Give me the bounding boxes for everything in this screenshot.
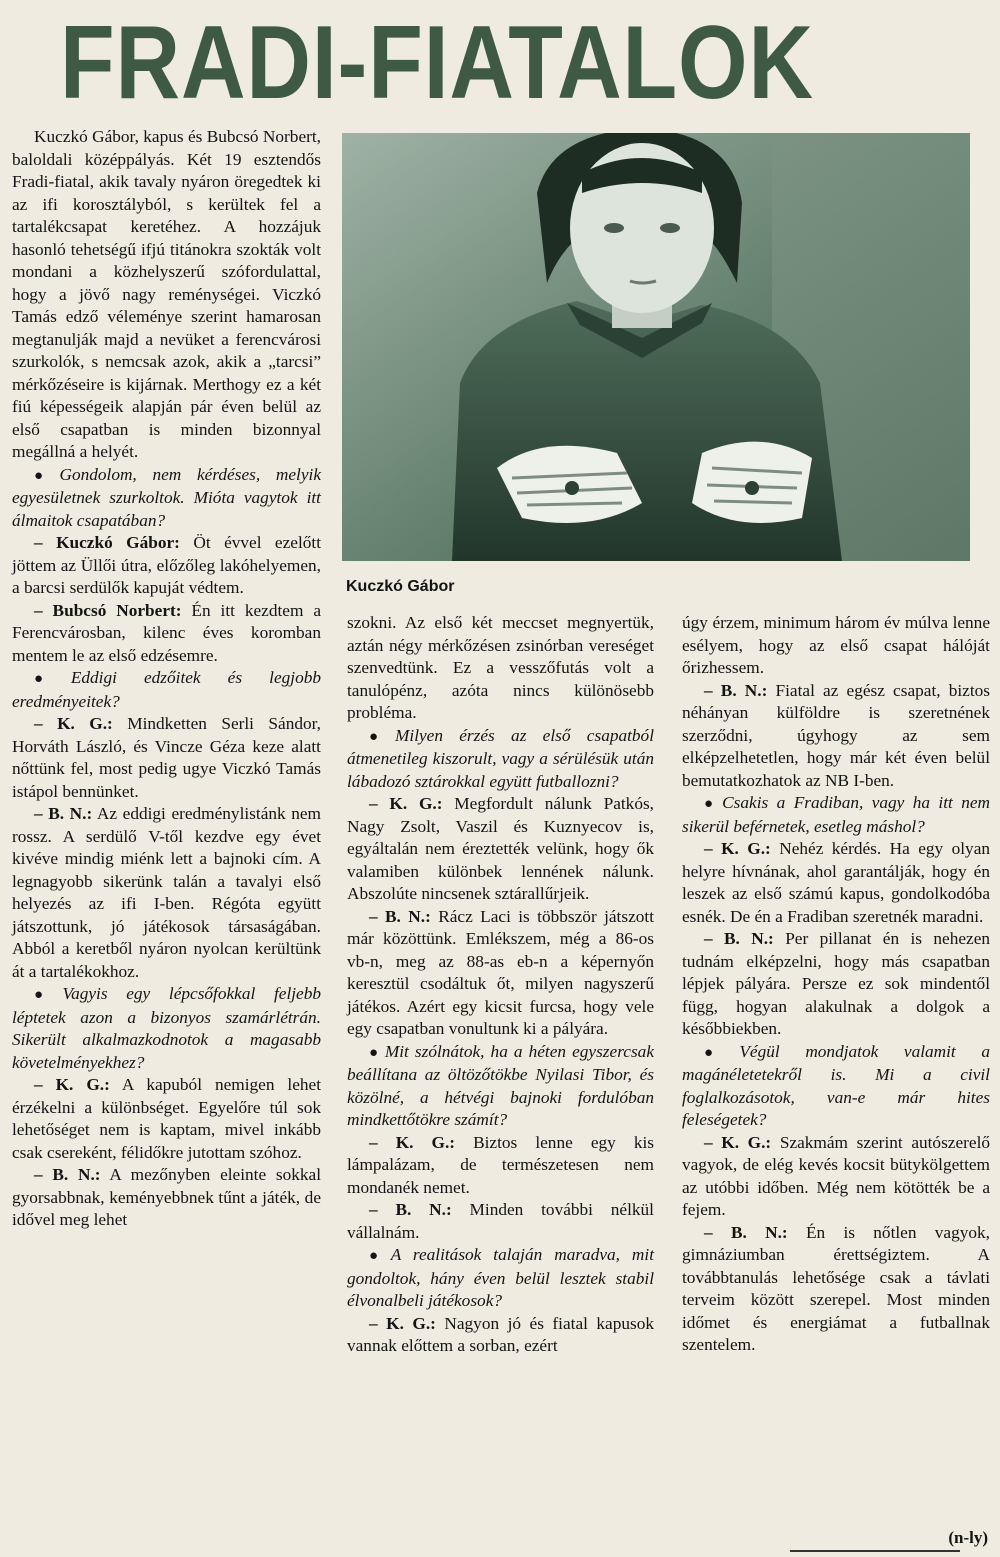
speaker-name: – B. N.: (369, 1200, 452, 1219)
answer-text: Öt évvel ezelőtt jöttem az Üllői útra, előzőleg lakóhelyemen, a barcsi serdülők kapuját védtem. (12, 533, 321, 597)
bottom-rule (790, 1550, 960, 1552)
interview-question (682, 1041, 990, 1132)
speaker-name: – K. G.: (369, 1313, 436, 1333)
continued-paragraph: úgy érzem, minimum három év múlva lenne esélyem, hogy az első csapat hálóját őrizhessem. (682, 613, 990, 677)
interview-answer (12, 803, 321, 983)
interview-answer (12, 600, 321, 668)
question-text: Vagyis egy lépcsőfokkal feljebb léptetek azon a bizonyos szamárlétrán. Sikerült alkalmazkodnotok a magasabb követelményekhez? (12, 984, 321, 1072)
speaker-name: – B. N.: (704, 929, 774, 948)
interview-answer (347, 1132, 654, 1200)
intro-paragraph: Kuczkó Gábor, kapus és Bubcsó Norbert, baloldali középpályás. Két 19 esztendős Fradi-fiatal, akik tavaly nyáron öregedtek ki az ifi korosztályból, s kerültek fel a tartalékcsapat keretéhez. A hozzájuk hasonló tehetségű ifjú titánokra szokták volt mondani a közhelyszerű szófordulattal, hogy a jövő nagy reménységei. Viczkó Tamás edző véleménye szerint hamarosan megtanulják majd a nevüket a ferencvárosi szurkolók, s nemcsak azok, akik a „tarcsi” mérkőzéseire is kijárnak. Merthogy ez a két fiú képességeik alapján pár éven belül az első csapatban is minden bizonnyal megállná a helyét. (12, 127, 321, 461)
answer-text: Nagyon jó és fiatal kapusok vannak előttem a sorban, ezért (347, 1313, 655, 1355)
answer-text: Biztos lenne egy kis lámpalázam, de természetesen nem mondanék nemet. (347, 1132, 654, 1197)
bullet-icon: ● (34, 467, 55, 484)
article-column-3 (682, 612, 990, 1357)
interview-answer (12, 713, 321, 803)
interview-answer (682, 838, 990, 928)
interview-answer (347, 1313, 654, 1358)
article-column-2 (347, 612, 654, 1358)
interview-answer (682, 1132, 990, 1222)
answer-text: Nehéz kérdés. Ha egy olyan helyre hívnának, ahol garantálják, hogy én leszek az első számú kapus, gondolkodóba esnék. De én a Fradiban szeretnék maradni. (682, 839, 991, 926)
speaker-name: – K. G.: (704, 839, 771, 858)
bleed-through-left (920, 20, 1000, 120)
interview-answer (12, 532, 321, 600)
answer-text: Én is nőtlen vagyok, gimnáziumban érettségiztem. A továbbtanulás lehetősége csak a távlati terveim között szerepel. Most minden időmet és energiámat a futballnak szentelem. (682, 1222, 990, 1354)
bullet-icon: ● (704, 1044, 735, 1061)
speaker-name: – B. N.: (369, 906, 431, 926)
answer-text: Én itt kezdtem a Ferencvárosban, kilenc éves koromban mentem le az első edzésemre. (12, 600, 321, 665)
bullet-icon: ● (704, 796, 718, 812)
speaker-name: – K. G.: (369, 1132, 456, 1152)
answer-text: A kapuból nemigen lehet érzékelni a különbséget. Egyelőre túl sok lehetőséget nem is kaptam, mivel inkább csak csereként, félidőkre jutottam szóhoz. (12, 1075, 322, 1162)
speaker-name: – B. N.: (34, 1165, 101, 1184)
question-text: Milyen érzés az első csapatból átmenetileg kiszorult, vagy a sérülésük után lábadozó sztárokkal együtt futballozni? (347, 725, 654, 791)
question-text: Gondolom, nem kérdéses, melyik egyesületnek szurkoltok. Mióta vagytok itt álmaitok csapatában? (12, 464, 321, 530)
question-text: Végül mondjatok valamit a magánéletetekről is. Mi a civil foglalkozásotok, van-e már hites feleségetek? (682, 1041, 991, 1129)
question-text: Mit szólnátok, ha a héten egyszercsak beállítana az öltözőtökbe Nyilasi Tibor, és közölné, a hétvégi bajnoki fordulóban mindkettőtökre számít? (347, 1041, 654, 1129)
answer-text: Minden további nélkül vállalnám. (347, 1200, 654, 1242)
interview-question (347, 725, 654, 794)
headline: FRADI-FIATALOK (60, 5, 814, 121)
answer-text: Mindketten Serli Sándor, Horváth László, és Vincze Géza keze alatt nőttünk fel, most pedig ugye Viczkó Tamás istápol bennünket. (12, 714, 322, 801)
question-text: A realitások talaján maradva, mit gondoltok, hány éven belül lesztek stabil élvonalbeli játékosok? (347, 1245, 654, 1310)
photo-caption: Kuczkó Gábor (346, 578, 455, 595)
interview-answer (347, 906, 654, 1041)
interview-answer (682, 928, 990, 1041)
bullet-icon: ● (369, 728, 391, 745)
goalkeeper-portrait-image (342, 133, 970, 561)
speaker-name: – K. G.: (704, 1132, 772, 1152)
answer-text: Per pillanat én is nehezen tudnám elképzelni, hogy más csapatban lépjek pályára. Persze ez sok mindentől függ, hogyan alakulnak a dolgok a későbbiekben. (682, 929, 991, 1038)
interview-answer (682, 680, 990, 793)
interview-question (682, 792, 990, 838)
portrait-photo (342, 133, 970, 561)
bullet-icon: ● (369, 1044, 380, 1061)
speaker-name: – K. G.: (34, 1075, 110, 1094)
interview-answer (12, 1164, 321, 1232)
interview-question (12, 667, 321, 713)
speaker-name: – Bubcsó Norbert: (34, 600, 182, 620)
speaker-name: – B. N.: (704, 680, 768, 700)
speaker-name: – B. N.: (704, 1222, 788, 1242)
interview-answer (12, 1074, 321, 1164)
answer-text: Az eddigi eredménylistánk nem rossz. A serdülő V-től kezdve egy évet kivéve mindig miénk lett a bajnoki cím. A legnagyobb sikerünk talán a tavalyi első helyezés az ifi I-ben. Régóta együtt játszottunk, jó játékosok társaságában. Abból a keretből nyáron nyolcan kerültünk át a tartalékokhoz. (12, 804, 321, 981)
bullet-icon: ● (34, 987, 58, 1003)
speaker-name: – B. N.: (34, 804, 93, 823)
interview-answer (347, 793, 654, 906)
article-column-1 (12, 126, 321, 1232)
speaker-name: – Kuczkó Gábor: (34, 533, 180, 552)
question-text: Csakis a Fradiban, vagy ha itt nem sikerül beférnetek, esetleg máshol? (682, 793, 991, 836)
answer-text: Szakmám szerint autószerelő vagyok, de elég kevés kocsit bütykölgettem az utóbbi időben. Még nem kötötték be a fejem. (682, 1132, 991, 1219)
speaker-name: – K. G.: (34, 714, 113, 733)
interview-answer (682, 1222, 990, 1357)
continued-paragraph: szokni. Az első két meccset megnyertük, aztán négy mérkőzésen zsinórban vereséget szenvedtünk. Ez a vesszőfutás volt a tanulópénz, azóta nincs különösebb probléma. (347, 613, 654, 722)
interview-answer (347, 1199, 654, 1244)
author-signature: (n-ly) (948, 1528, 988, 1547)
answer-text: Megfordult nálunk Patkós, Nagy Zsolt, Vaszil és Kuznyecov is, egyáltalán nem éreztették velünk, hogy ők valamiben különbek lennének nálunk. Abszolúte nincsenek sztárallűrjeik. (347, 794, 655, 903)
interview-question (12, 983, 321, 1074)
answer-text: A mezőnyben eleinte sokkal gyorsabbnak, keményebbnek tűnt a játék, de idővel meg lehet (12, 1165, 321, 1229)
answer-text: Rácz Laci is többször játszott már közöttünk. Emlékszem, még a 86-os vb-n, meg az 88-as eb-n a képernyőn keresztül csodáltuk őt, milyen nagyszerű játékos. Azért egy kicsit furcsa, hogy vele egy csapatban vonultunk ki a pályára. (347, 906, 655, 1038)
interview-question (347, 1041, 654, 1132)
speaker-name: – K. G.: (369, 794, 443, 813)
interview-question (347, 1244, 654, 1313)
bullet-icon: ● (34, 671, 66, 687)
question-text: Eddigi edzőitek és legjobb eredményeitek? (12, 668, 321, 711)
bullet-icon: ● (369, 1248, 386, 1264)
interview-question (12, 464, 321, 533)
answer-text: Fiatal az egész csapat, biztos néhányan külföldre is szeretnének szerződni, úgyhogy az sem elképzelhetetlen, hogy már két éven belül bemutatkozhatok az NB I-ben. (682, 680, 990, 790)
